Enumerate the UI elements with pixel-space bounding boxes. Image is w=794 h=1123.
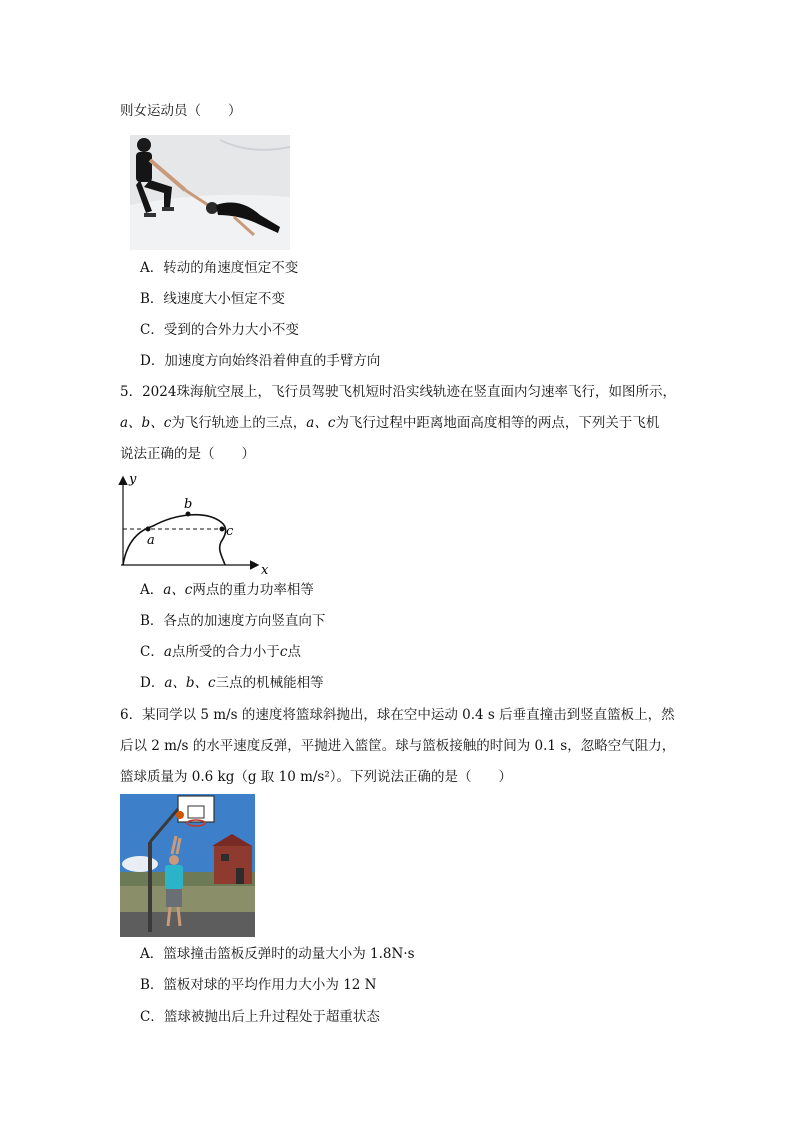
q4-option-a: A．转动的角速度恒定不变 [140,260,299,276]
q5-points-abc: a、b、c [120,415,172,431]
q5-option-d-var: a、b、c [164,675,216,691]
q5-option-c [140,642,301,662]
q5-option-d [140,673,324,693]
point-c-dot [220,527,225,532]
q4-option-c: C．受到的合外力大小不变 [140,322,299,338]
point-a-dot [146,527,151,532]
q5-option-b: B．各点的加速度方向竖直向下 [140,613,326,629]
q5-line-2 [120,413,659,433]
q6-option-b: B．篮板对球的平均作用力大小为 12 N [140,977,377,993]
q5-option-a [140,580,314,600]
q6-option-c: C．篮球被抛出后上升过程处于超重状态 [140,1009,380,1025]
q5-option-c-suffix: 点 [287,644,301,660]
q5-option-c-var-1: a [163,644,172,660]
x-axis-label: x [261,563,269,578]
q5-option-c-text: 点所受的合力小于 [171,644,280,660]
skaters-photo [130,135,290,250]
q5-option-a-var: a、c [163,582,193,598]
q6-line-2: 后以 2 m/s 的水平速度反弹，平抛进入篮筐。球与篮板接触的时间为 0.1 s，忽略空气阻力， [120,738,676,754]
point-c-label: c [226,524,234,539]
point-b-label: b [184,497,193,512]
q5-option-d-text: 三点的机械能相等 [215,675,324,691]
q6-line-3: 篮球质量为 0.6 kg（g 取 10 m/s²）。下列说法正确的是（ ） [120,769,513,785]
q5-option-a-text: 两点的重力功率相等 [192,582,314,598]
q4-stem-tail: 则女运动员（ ） [120,103,242,119]
q5-option-a-prefix: A． [140,582,164,598]
q5-line-2-text-1: 为飞行轨迹上的三点， [171,415,307,431]
q4-option-d: D．加速度方向始终沿着伸直的手臂方向 [140,353,381,369]
q5-option-c-var-2: c [279,644,288,660]
q6-option-a: A．篮球撞击篮板反弹时的动量大小为 1.8N·s [140,946,415,962]
point-b-dot [186,512,191,517]
q5-option-c-prefix: C． [140,644,164,660]
q4-option-b: B．线速度大小恒定不变 [140,291,285,307]
q5-line-3: 说法正确的是（ ） [120,446,255,462]
basketball-photo [120,794,255,937]
trajectory-curve [123,515,226,565]
y-axis-label: y [129,472,137,487]
q5-option-d-prefix: D． [140,675,165,691]
point-a-label: a [147,533,155,548]
trajectory-graph [115,470,275,578]
q5-points-ac: a、c [306,415,336,431]
q5-line-1: 5．2024珠海航空展上，飞行员驾驶飞机短时沿实线轨迹在竖直面内匀速率飞行，如图所示， [120,384,676,400]
q6-line-1: 6．某同学以 5 m/s 的速度将篮球斜抛出，球在空中运动 0.4 s 后垂直撞击到竖直篮板上，然 [120,707,675,723]
q5-line-2-text-2: 为飞行过程中距离地面高度相等的两点，下列关于飞机 [335,415,660,431]
